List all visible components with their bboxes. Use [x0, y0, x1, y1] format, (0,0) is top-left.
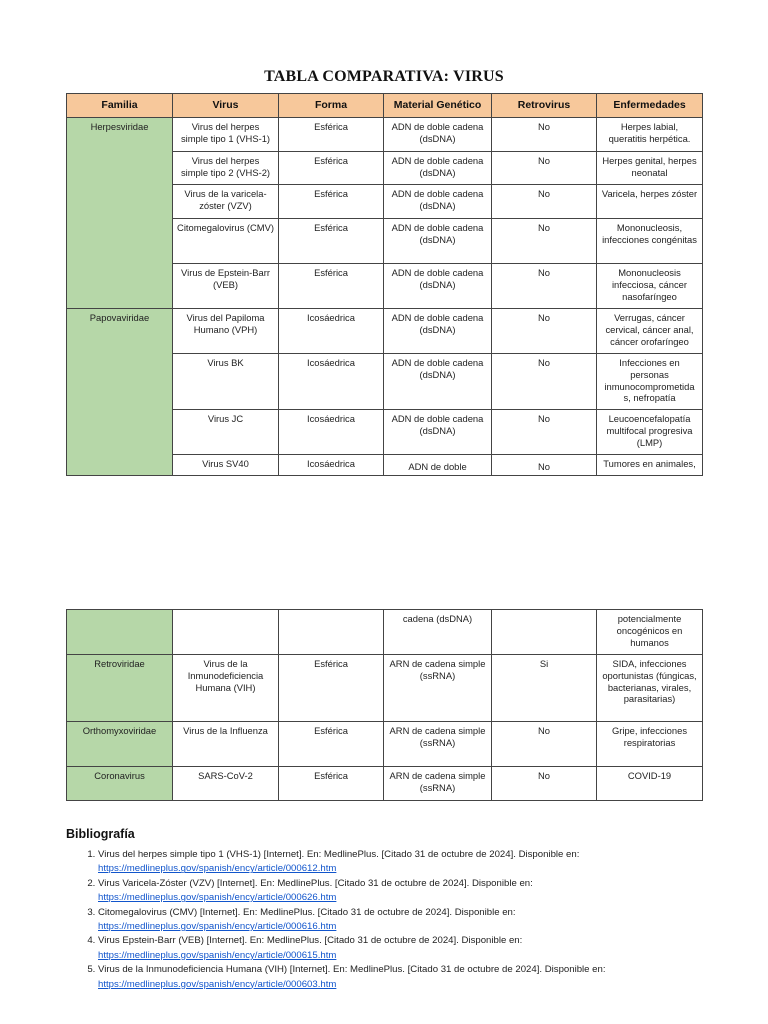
enfermedades-cell: Herpes genital, herpes neonatal [597, 152, 703, 185]
retrovirus-cell: No [492, 309, 597, 354]
material-cell: ARN de cadena simple (ssRNA) [384, 767, 492, 801]
material-cell: ADN de doble [384, 455, 492, 476]
bibliography-item [98, 906, 748, 935]
retrovirus-cell: No [492, 264, 597, 309]
material-cell: ADN de doble cadena (dsDNA) [384, 152, 492, 185]
bibliography-title: Bibliografía [66, 827, 135, 841]
bibliography-item [98, 877, 748, 906]
enfermedades-cell: Infecciones en personas inmunocomprometida s, nefropatía [597, 354, 703, 410]
forma-cell: Esférica [279, 264, 384, 309]
bibliography-link[interactable]: https://medlineplus.gov/spanish/ency/article/000615.htm [98, 949, 337, 961]
header-familia: Familia [67, 94, 173, 118]
virus-cell: Virus SV40 [173, 455, 279, 476]
enfermedades-cell: Tumores en animales, [597, 455, 703, 476]
bibliography-link[interactable]: https://medlineplus.gov/spanish/ency/article/000603.htm [98, 978, 337, 990]
material-cell: ADN de doble cadena (dsDNA) [384, 354, 492, 410]
retrovirus-cell: No [492, 118, 597, 152]
table-row [67, 767, 703, 801]
enfermedades-cell: Mononucleosis, infecciones congénitas [597, 219, 703, 264]
virus-cell: Virus de Epstein-Barr (VEB) [173, 264, 279, 309]
enfermedades-cell: COVID-19 [597, 767, 703, 801]
retrovirus-cell: No [492, 455, 597, 476]
virus-cell [173, 610, 279, 655]
retrovirus-cell: No [492, 354, 597, 410]
bibliography-text: Virus del herpes simple tipo 1 (VHS-1) [Internet]. En: MedlinePlus. [Citado 31 de octubre de 2024]. Disponible en: [98, 849, 580, 860]
retrovirus-cell: No [492, 410, 597, 455]
forma-cell: Esférica [279, 152, 384, 185]
bibliography-link[interactable]: https://medlineplus.gov/spanish/ency/article/000626.htm [98, 892, 337, 904]
retrovirus-cell [492, 610, 597, 655]
header-retrovirus: Retrovirus [492, 94, 597, 118]
forma-cell: Esférica [279, 185, 384, 219]
enfermedades-cell: SIDA, infecciones oportunistas (fúngicas, bacterianas, virales, parasitarias) [597, 655, 703, 722]
bibliography-text: Virus de la Inmunodeficiencia Humana (VIH) [Internet]. En: MedlinePlus. [Citado 31 de octubre de 2024]. Disponible en: [98, 964, 606, 976]
virus-cell: Virus de la Inmunodeficiencia Humana (VIH) [173, 655, 279, 722]
family-cell: Retroviridae [67, 655, 173, 722]
header-material-genetico: Material Genético [384, 94, 492, 118]
bibliography-text: Virus Epstein-Barr (VEB) [Internet]. En: MedlinePlus. [Citado 31 de octubre de 2024]. Disponible en: [98, 935, 523, 947]
virus-cell: Virus BK [173, 354, 279, 410]
virus-cell: Virus del herpes simple tipo 1 (VHS-1) [173, 118, 279, 152]
page-title: TABLA COMPARATIVA: VIRUS [264, 68, 504, 85]
enfermedades-cell: potencialmente oncogénicos en humanos [597, 610, 703, 655]
family-cell [67, 610, 173, 655]
forma-cell [279, 610, 384, 655]
family-cell: Coronavirus [67, 767, 173, 801]
header-virus: Virus [173, 94, 279, 118]
bibliography-text: Virus Varicela-Zóster (VZV) [Internet]. En: MedlinePlus. [Citado 31 de octubre de 2024]. Disponible en: [98, 877, 533, 889]
virus-cell: Virus de la varicela-zóster (VZV) [173, 185, 279, 219]
forma-cell: Icosáedrica [279, 354, 384, 410]
retrovirus-cell: No [492, 152, 597, 185]
table-header-row [67, 94, 703, 118]
enfermedades-cell: Gripe, infecciones respiratorias [597, 722, 703, 767]
virus-cell: SARS-CoV-2 [173, 767, 279, 801]
material-cell: ARN de cadena simple (ssRNA) [384, 655, 492, 722]
retrovirus-cell: No [492, 767, 597, 801]
material-cell: cadena (dsDNA) [384, 610, 492, 655]
bibliography-link[interactable]: https://medlineplus.gov/spanish/ency/article/000616.htm [98, 921, 337, 933]
material-cell: ADN de doble cadena (dsDNA) [384, 410, 492, 455]
retrovirus-cell: No [492, 185, 597, 219]
bibliography-link[interactable]: https://medlineplus.gov/spanish/ency/article/000612.htm [98, 863, 337, 875]
virus-cell: Virus de la Influenza [173, 722, 279, 767]
material-cell: ADN de doble cadena (dsDNA) [384, 185, 492, 219]
bibliography-item [98, 848, 748, 877]
forma-cell: Esférica [279, 722, 384, 767]
forma-cell: Icosáedrica [279, 410, 384, 455]
enfermedades-cell: Verrugas, cáncer cervical, cáncer anal, cáncer orofaríngeo [597, 309, 703, 354]
table-row [67, 309, 703, 354]
forma-cell: Esférica [279, 118, 384, 152]
family-cell: Papovaviridae [67, 309, 173, 476]
bibliography-item [98, 963, 748, 992]
table-row [67, 722, 703, 767]
forma-cell: Esférica [279, 655, 384, 722]
enfermedades-cell: Varicela, herpes zóster [597, 185, 703, 219]
enfermedades-cell: Herpes labial, queratitis herpética. [597, 118, 703, 152]
material-cell: ADN de doble cadena (dsDNA) [384, 219, 492, 264]
material-cell: ADN de doble cadena (dsDNA) [384, 118, 492, 152]
bibliography-item [98, 934, 748, 963]
virus-cell: Virus del herpes simple tipo 2 (VHS-2) [173, 152, 279, 185]
bibliography-text: Citomegalovirus (CMV) [Internet]. En: MedlinePlus. [Citado 31 de octubre de 2024]. Disponible en: [98, 906, 516, 918]
virus-table-part-2 [66, 609, 703, 801]
virus-cell: Virus del Papiloma Humano (VPH) [173, 309, 279, 354]
table-row [67, 118, 703, 152]
family-cell: Orthomyxoviridae [67, 722, 173, 767]
forma-cell: Esférica [279, 767, 384, 801]
material-cell: ADN de doble cadena (dsDNA) [384, 309, 492, 354]
header-enfermedades: Enfermedades [597, 94, 703, 118]
retrovirus-cell: Si [492, 655, 597, 722]
enfermedades-cell: Leucoencefalopatía multifocal progresiva (LMP) [597, 410, 703, 455]
bibliography-list [66, 848, 748, 992]
material-cell: ADN de doble cadena (dsDNA) [384, 264, 492, 309]
retrovirus-cell: No [492, 722, 597, 767]
enfermedades-cell: Mononucleosis infecciosa, cáncer nasofaríngeo [597, 264, 703, 309]
retrovirus-cell: No [492, 219, 597, 264]
forma-cell: Esférica [279, 219, 384, 264]
forma-cell: Icosáedrica [279, 309, 384, 354]
forma-cell: Icosáedrica [279, 455, 384, 476]
virus-table-part-1 [66, 93, 703, 476]
table-row [67, 610, 703, 655]
family-cell: Herpesviridae [67, 118, 173, 309]
virus-cell: Citomegalovirus (CMV) [173, 219, 279, 264]
header-forma: Forma [279, 94, 384, 118]
material-cell: ARN de cadena simple (ssRNA) [384, 722, 492, 767]
table-row [67, 655, 703, 722]
virus-cell: Virus JC [173, 410, 279, 455]
